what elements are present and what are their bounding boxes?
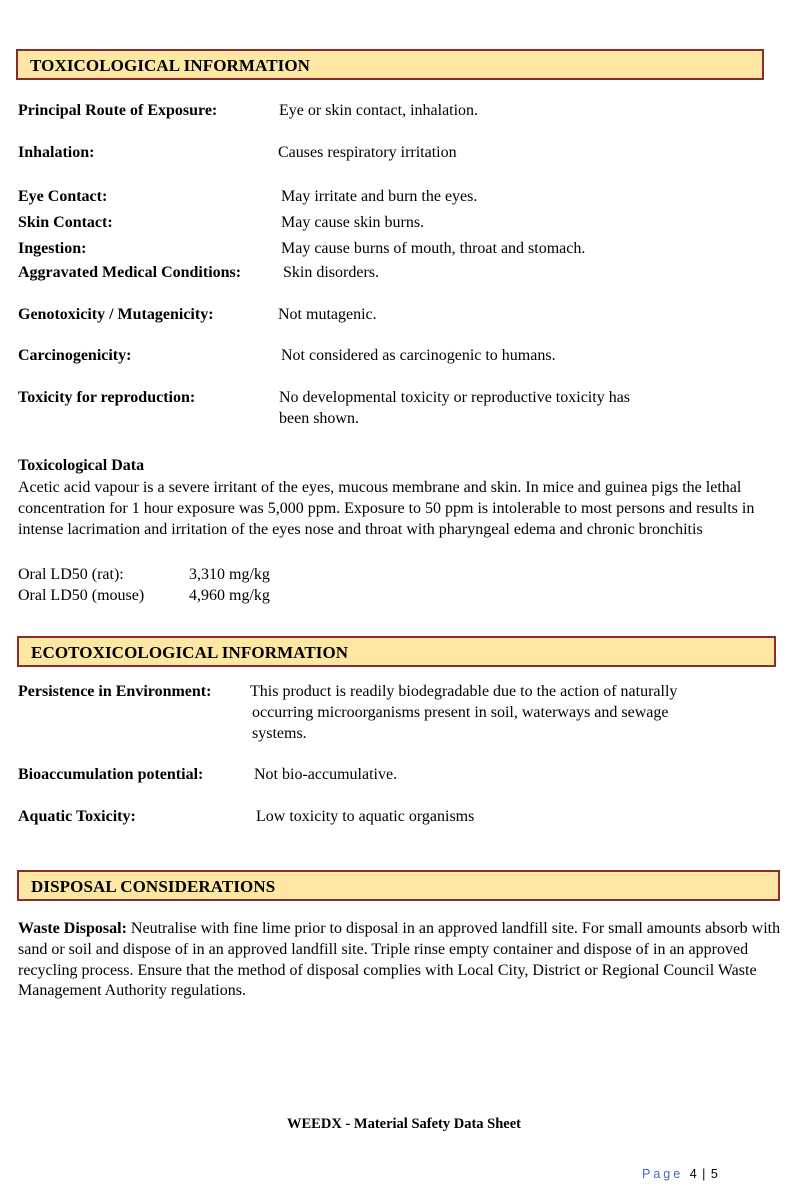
toxicological-header — [16, 49, 764, 80]
aggravated-value: Skin disorders. — [283, 264, 379, 281]
route-label: Principal Route of Exposure: — [18, 102, 218, 119]
persistence-value-line3: systems. — [252, 725, 307, 742]
reproduction-label: Toxicity for reproduction: — [18, 389, 196, 406]
eye-contact-label: Eye Contact: — [18, 188, 108, 205]
reproduction-value-line2: been shown. — [279, 410, 359, 427]
persistence-value-line2: occurring microorganisms present in soil, waterways and sewage — [252, 704, 669, 721]
persistence-label: Persistence in Environment: — [18, 683, 212, 700]
bioaccumulation-value: Not bio-accumulative. — [254, 766, 398, 783]
bioaccumulation-label: Bioaccumulation potential: — [18, 766, 204, 783]
ecotoxicological-header — [17, 636, 776, 667]
disposal-header — [17, 870, 780, 901]
page-number — [642, 1167, 719, 1181]
inhalation-value: Causes respiratory irritation — [278, 144, 457, 161]
persistence-value-line1: This product is readily biodegradable due to the action of naturally — [250, 683, 678, 700]
page-number-value: 4 | 5 — [689, 1167, 719, 1181]
carcinogenicity-value: Not considered as carcinogenic to humans. — [281, 347, 556, 364]
eye-contact-value: May irritate and burn the eyes. — [281, 188, 478, 205]
waste-disposal-paragraph — [18, 919, 784, 1002]
waste-disposal-text: Neutralise with fine lime prior to disposal in an approved landfill site. For small amounts absorb with sand or soil and dispose of in an approved landfill site. Triple rinse empty container and dispose of in an approved recycling process. Ensure that the method of disposal complies with Local City, District or Regional Council Waste Management Authority regulations. — [18, 920, 781, 1000]
aquatic-toxicity-label: Aquatic Toxicity: — [18, 808, 136, 825]
toxicological-header-title: TOXICOLOGICAL INFORMATION — [30, 56, 311, 75]
genotoxicity-value: Not mutagenic. — [278, 306, 377, 323]
footer-title: WEEDX - Material Safety Data Sheet — [287, 1116, 521, 1132]
ingestion-value: May cause burns of mouth, throat and stomach. — [281, 240, 586, 257]
skin-contact-label: Skin Contact: — [18, 214, 113, 231]
route-value: Eye or skin contact, inhalation. — [279, 102, 479, 119]
ld50-mouse-label: Oral LD50 (mouse) — [18, 587, 145, 604]
reproduction-value-line1: No developmental toxicity or reproductive toxicity has — [279, 389, 631, 406]
carcinogenicity-label: Carcinogenicity: — [18, 347, 132, 364]
aquatic-toxicity-value: Low toxicity to aquatic organisms — [256, 808, 475, 825]
genotoxicity-label: Genotoxicity / Mutagenicity: — [18, 306, 214, 323]
toxicological-data-text: Acetic acid vapour is a severe irritant of the eyes, mucous membrane and skin. In mice and guinea pigs the lethal concentration for 1 hour exposure was 5,000 ppm. Exposure to 50 ppm is intolerable to most persons and results in intense lacrimation and irritation of the eyes nose and throat with pharyngeal edema and chronic bronchitis — [18, 479, 755, 538]
waste-disposal-label: Waste Disposal: — [18, 920, 127, 937]
ld50-rat-value: 3,310 mg/kg — [189, 566, 270, 583]
disposal-header-title: DISPOSAL CONSIDERATIONS — [31, 877, 276, 896]
ecotoxicological-header-title: ECOTOXICOLOGICAL INFORMATION — [31, 643, 349, 662]
ld50-mouse-value: 4,960 mg/kg — [189, 587, 270, 604]
inhalation-label: Inhalation: — [18, 144, 95, 161]
page-word: Page — [642, 1167, 684, 1181]
ld50-rat-label: Oral LD50 (rat): — [18, 566, 124, 583]
aggravated-label: Aggravated Medical Conditions: — [18, 264, 242, 281]
skin-contact-value: May cause skin burns. — [281, 214, 425, 231]
ingestion-label: Ingestion: — [18, 240, 87, 257]
toxicological-data-title: Toxicological Data — [18, 457, 145, 474]
